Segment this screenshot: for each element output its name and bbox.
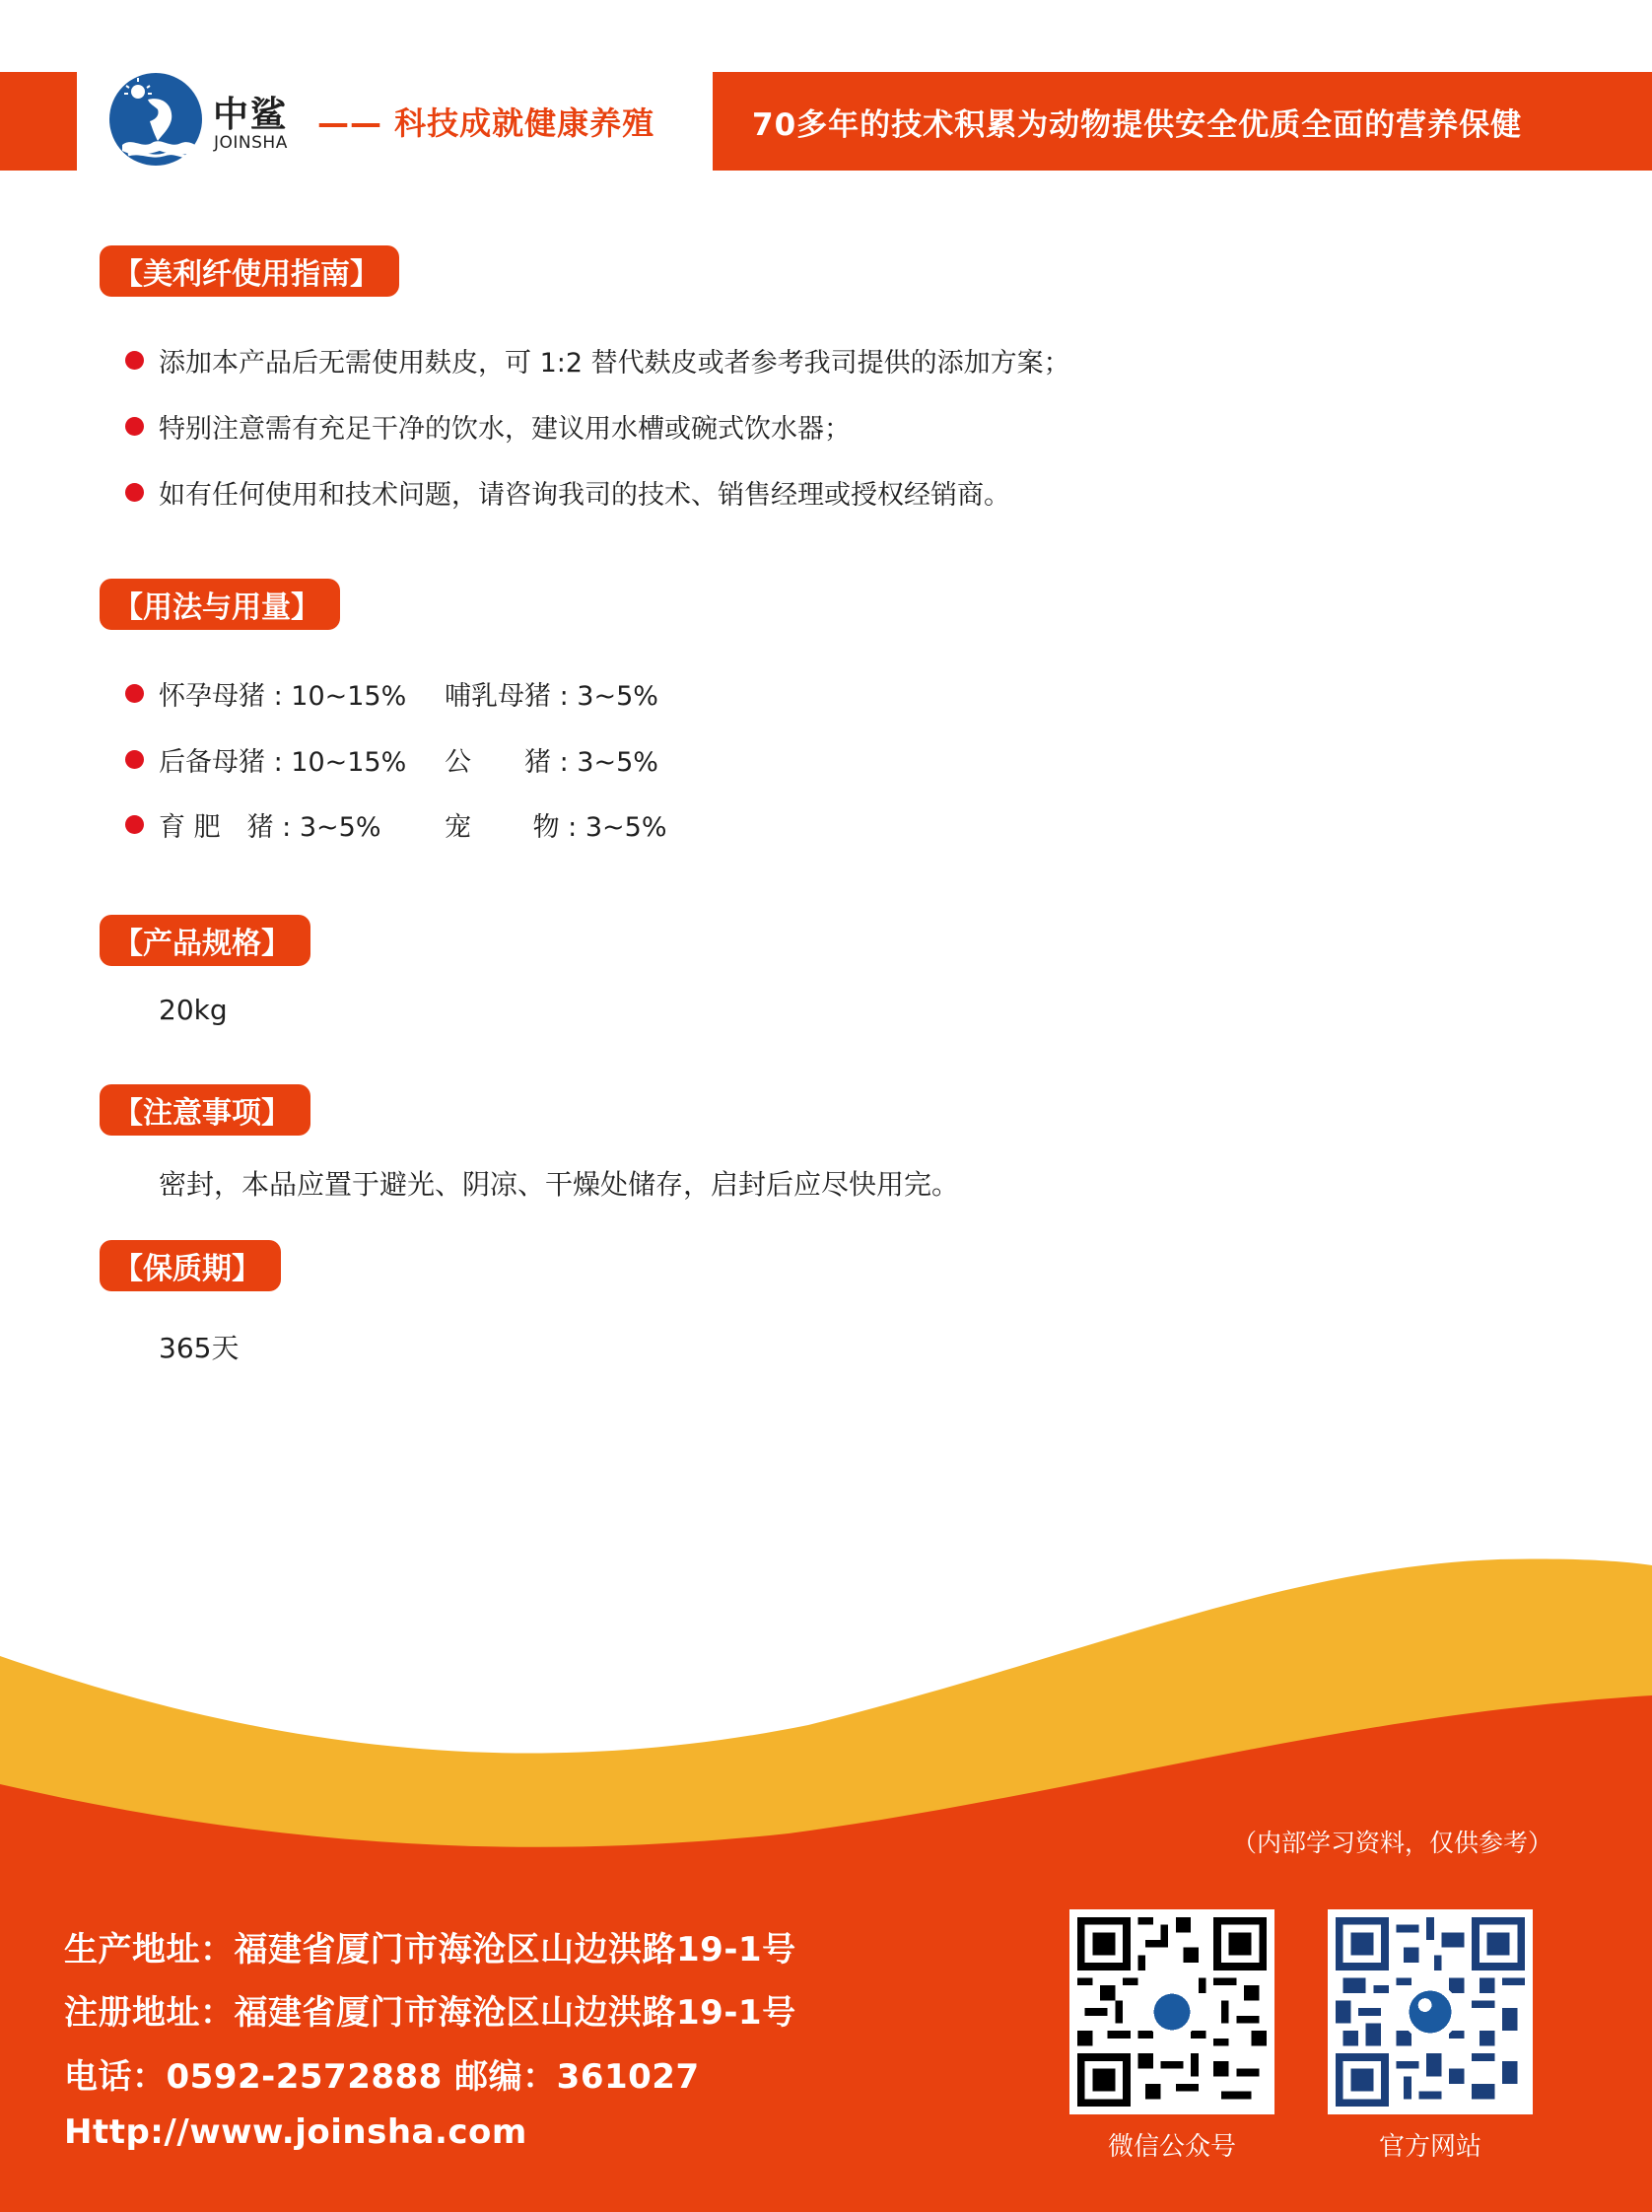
website-qr-code: [1328, 1909, 1533, 2114]
guide-item-text: 如有任何使用和技术问题，请咨询我司的技术、销售经理或授权经销商。: [159, 480, 1010, 511]
section-title-spec: 【产品规格】: [100, 915, 310, 966]
website-link[interactable]: Http://www.joinsha.com: [64, 2112, 527, 2152]
qr-label-website: 官方网站: [1378, 2132, 1481, 2162]
qr-code-icon: [1336, 1917, 1525, 2107]
list-item: [125, 341, 1070, 380]
usage-row: [125, 674, 658, 713]
notice-value: 密封，本品应置于避光、阴凉、干燥处储存，启封后应尽快用完。: [159, 1168, 960, 1201]
bullet-dot-icon: [125, 684, 144, 703]
joinsha-logo: [108, 72, 203, 167]
bullet-dot-icon: [125, 483, 144, 502]
usage-row: [125, 740, 658, 779]
usage-cell: 后备母猪 : 10~15%: [159, 747, 407, 778]
shark-logo-icon: [108, 72, 203, 167]
phone-zip: 电话：0592-2572888 邮编：361027: [64, 2057, 700, 2097]
registered-address: 注册地址：福建省厦门市海沧区山边洪路19-1号: [64, 1993, 796, 2033]
header-left-bar: [0, 72, 77, 171]
usage-row: [125, 805, 666, 844]
slogan: —— 科技成就健康养殖: [317, 104, 655, 142]
section-title-usage: 【用法与用量】: [100, 579, 340, 630]
usage-cell: 哺乳母猪 : 3~5%: [445, 681, 658, 712]
bullet-dot-icon: [125, 750, 144, 769]
qr-label-wechat: 微信公众号: [1107, 2132, 1236, 2162]
guide-item-text: 添加本产品后无需使用麸皮，可 1:2 替代麸皮或者参考我司提供的添加方案；: [159, 348, 1070, 379]
bullet-dot-icon: [125, 351, 144, 370]
usage-cell: 育 肥 猪 : 3~5%: [159, 812, 381, 843]
production-address: 生产地址：福建省厦门市海沧区山边洪路19-1号: [64, 1930, 796, 1970]
list-item: [125, 407, 851, 446]
section-title-notice: 【注意事项】: [100, 1084, 310, 1136]
usage-cell: 宠 物 : 3~5%: [445, 812, 667, 843]
usage-cell: 怀孕母猪 : 10~15%: [159, 681, 407, 712]
section-title-shelf-life: 【保质期】: [100, 1240, 281, 1291]
bullet-dot-icon: [125, 815, 144, 834]
guide-item-text: 特别注意需有充足干净的饮水，建议用水槽或碗式饮水器；: [159, 414, 851, 445]
usage-cell: 公 猪 : 3~5%: [445, 747, 658, 778]
wechat-qr-code: [1069, 1909, 1274, 2114]
spec-value: 20kg: [159, 994, 228, 1026]
brand-name-en: JOINSHA: [214, 133, 288, 153]
shelf-life-value: 365天: [159, 1332, 240, 1364]
header-banner: [713, 72, 1652, 171]
header-banner-text: 70多年的技术积累为动物提供安全优质全面的营养保健: [752, 106, 1523, 143]
list-item: [125, 473, 1010, 512]
footer-note: （内部学习资料，仅供参考）: [1232, 1829, 1553, 1857]
brand-name-cn: 中鲨: [213, 94, 289, 135]
section-title-guide: 【美利纤使用指南】: [100, 245, 399, 297]
qr-code-icon: [1077, 1917, 1267, 2107]
bullet-dot-icon: [125, 417, 144, 436]
